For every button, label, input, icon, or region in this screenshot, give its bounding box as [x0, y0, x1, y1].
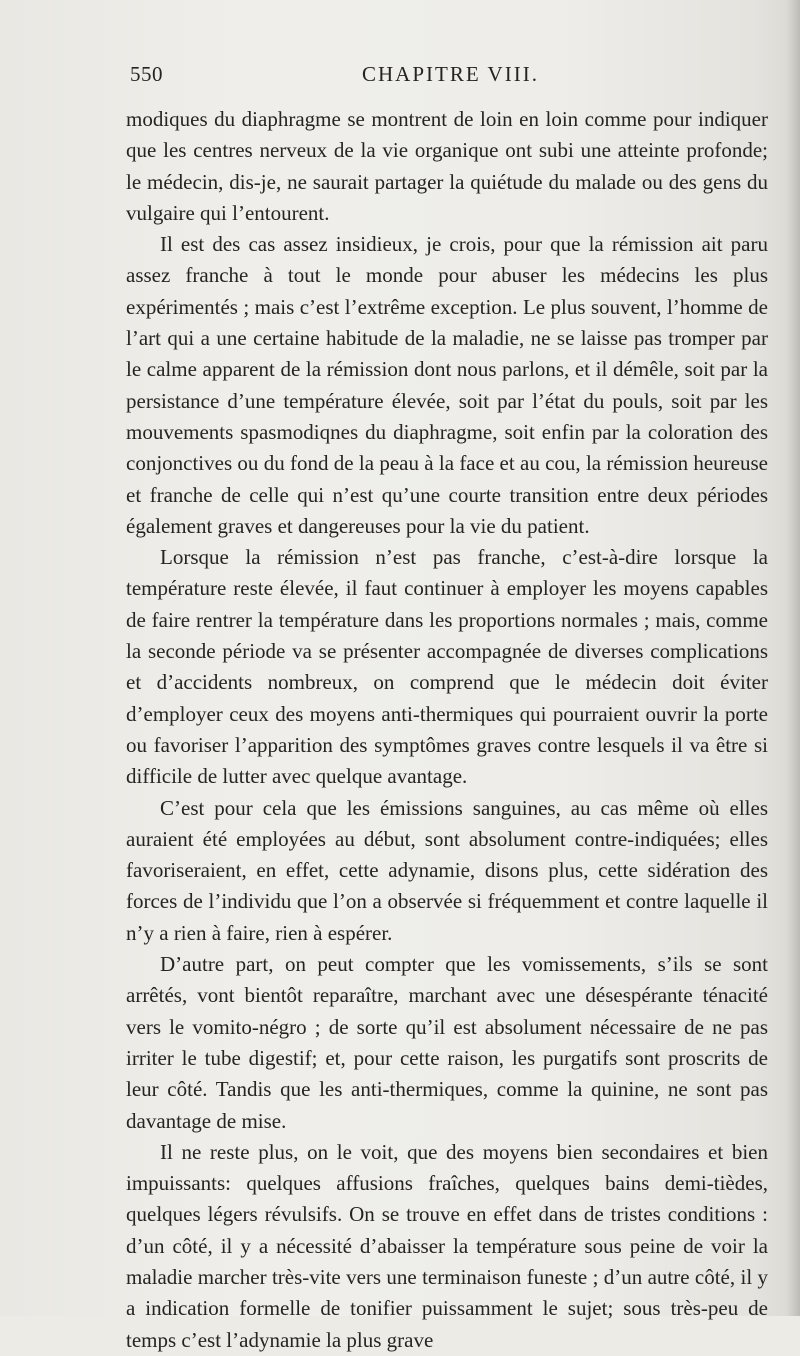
page-number: 550	[130, 62, 163, 86]
page-header	[130, 62, 770, 92]
paragraph: modiques du diaphragme se montrent de loin en loin comme pour indiquer que les centres nerveux de la vie organique ont subi une atteinte profonde; le médecin, dis-je, ne saurait partager la quiétude du malade ou des gens du vulgaire qui l’entourent.	[126, 107, 768, 225]
paragraph: Il ne reste plus, on le voit, que des moyens bien secondaires et bien impuissants: quelques affusions fraîches, quelques bains demi-tièdes, quelques légers révulsifs. On se trouve en effet dans de tristes conditions : d’un côté, il y a nécessité d’abaisser la température sous peine de voir la maladie marcher très-vite vers une terminaison funeste ; d’un autre côté, il y a indication formelle de tonifier puissamment le sujet; sous très-peu de temps c’est l’adynamie la plus grave	[126, 1139, 768, 1352]
paragraph: Lorsque la rémission n’est pas franche, c’est-à-dire lorsque la température reste élevée, il faut continuer à employer les moyens capables de faire rentrer la température dans les proportions normales ; mais, comme la seconde période va se présenter accompagnée de diverses complications et d’accidents nombreux, on comprend que le médecin doit éviter d’employer ceux des moyens anti-thermiques qui pourraient ouvrir la porte ou favoriser l’apparition des symptômes graves contre lesquels il va être si difficile de lutter avec quelque avantage.	[126, 545, 768, 789]
paragraph: Il est des cas assez insidieux, je crois, pour que la rémission ait paru assez franche à tout le monde pour abuser les médecins les plus expérimentés ; mais c’est l’extrême exception. Le plus souvent, l’homme de l’art qui a une certaine habitude de la maladie, ne se laisse pas tromper par le calme apparent de la rémission dont nous parlons, et il démêle, soit par la persistance d’une température élevée, soit par l’état du pouls, soit par les mouvements spasmodiqnes du diaphragme, soit enfin par la coloration des conjonctives ou du fond de la peau à la face et au cou, la rémission heureuse et franche de celle qui n’est qu’une courte transition entre deux périodes également graves et dangereuses pour la vie du patient.	[126, 232, 768, 538]
running-head: CHAPITRE VIII.	[362, 62, 539, 86]
body-text	[126, 104, 768, 1356]
paragraph: C’est pour cela que les émissions sanguines, au cas même où elles auraient été employées au début, sont absolument contre-indiquées; elles favoriseraient, en effet, cette adynamie, disons plus, cette sidération des forces de l’individu que l’on a observée si fréquemment et contre laquelle il n’y a rien à faire, rien à espérer.	[126, 795, 768, 945]
page-edge-shadow	[786, 0, 800, 1316]
paragraph: D’autre part, on peut compter que les vomissements, s’ils se sont arrêtés, vont bientôt reparaître, marchant avec une désespérante ténacité vers le vomito-négro ; de sorte qu’il est absolument nécessaire de ne pas irriter le tube digestif; et, pour cette raison, les purgatifs sont proscrits de leur côté. Tandis que les anti-thermiques, comme la quinine, ne sont pas davantage de mise.	[126, 952, 768, 1133]
